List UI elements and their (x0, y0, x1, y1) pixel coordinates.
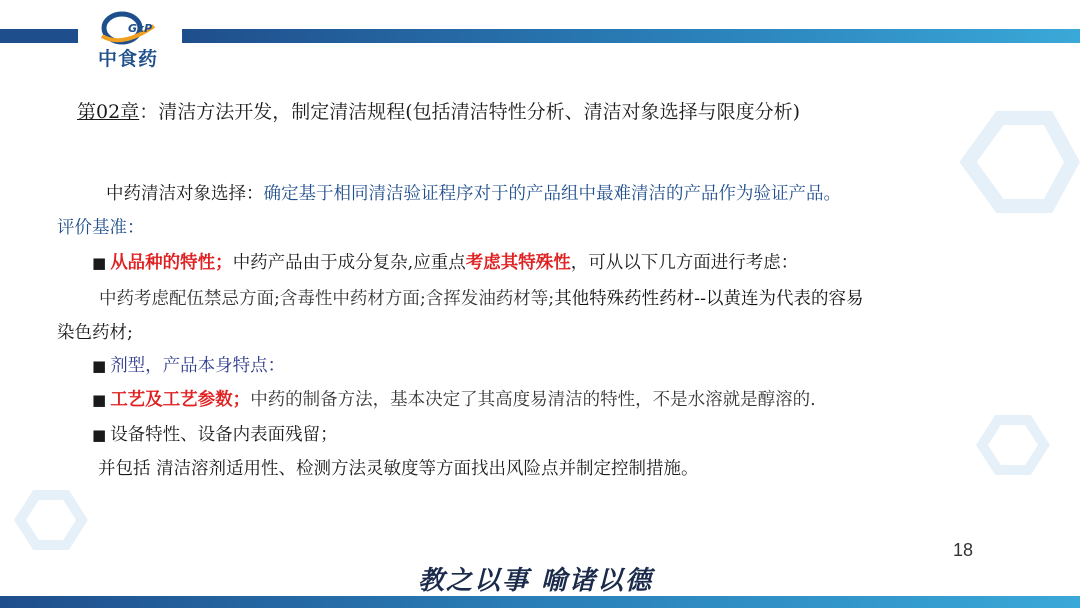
bullet-dosage-text: 剂型，产品本身特点： (110, 356, 286, 376)
bullet-variety-end: ，可从以下几方面进行考虑： (570, 253, 799, 273)
variety-detail-b: 其他特殊药性药材--以黄连为代表的容易 (554, 289, 864, 309)
bullet-dosage-form (92, 352, 285, 377)
bullet-square-icon: ■ (92, 254, 107, 272)
variety-detail-a: 中药考虑配伍禁忌方面;含毒性中药材方面;含挥发油药材等; (99, 289, 555, 309)
object-selection-label: 中药清洁对象选择： (106, 184, 264, 204)
chapter-label: 第02章 (77, 101, 140, 123)
header-bar-left (0, 29, 78, 43)
bullet-variety-text: 中药产品由于成分复杂,应重点 (232, 253, 466, 273)
object-selection-line (106, 180, 841, 205)
page-number: 18 (953, 540, 974, 560)
bullet-variety-emphasis: 考虑其特殊性 (465, 253, 571, 273)
variety-detail-c: 染色药材; (57, 323, 133, 343)
bullet-process-text: 中药的制备方法，基本决定了其高度易清洁的特性，不是水溶就是醇溶的. (250, 390, 816, 410)
bullet-process-heading: 工艺及工艺参数； (110, 390, 251, 410)
logo-subtitle: GxP (128, 22, 153, 35)
title-text: ：清洁方法开发，制定清洁规程(包括清洁特性分析、清洁对象选择与限度分析) (139, 101, 801, 123)
criteria-label: 评价基准： (57, 218, 145, 238)
bullet-process (92, 386, 816, 411)
bullet-square-icon: ■ (92, 357, 107, 375)
footer-bar (0, 596, 1080, 608)
bullet-variety-traits (92, 249, 798, 274)
bullet-square-icon: ■ (92, 426, 107, 444)
header-bar-right (182, 29, 1080, 43)
object-selection-text: 确定基于相同清洁验证程序对于的产品组中最难清洁的产品作为验证产品。 (263, 184, 841, 204)
footer-motto: 教之以事 喻诸以德 (418, 566, 654, 596)
bullet-square-icon: ■ (92, 391, 107, 409)
closing-statement: 并包括 清洁溶剂适用性、检测方法灵敏度等方面找出风险点并制定控制措施。 (98, 459, 699, 479)
logo-text: 中食药 (98, 48, 159, 70)
bullet-variety-heading: 从品种的特性； (110, 253, 233, 273)
bullet-equipment-text: 设备特性、设备内表面残留； (110, 425, 338, 445)
page-title (77, 97, 800, 124)
variety-detail-line (99, 285, 864, 310)
bullet-equipment (92, 421, 338, 446)
